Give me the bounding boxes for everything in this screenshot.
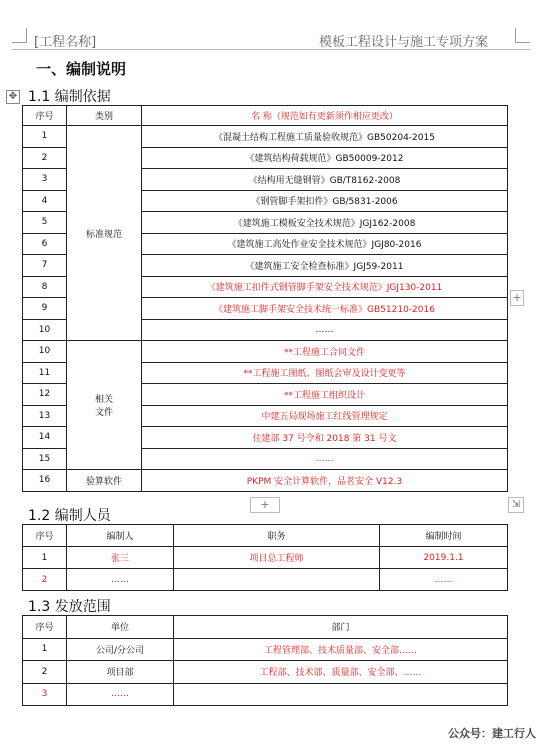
department-list bbox=[174, 683, 508, 706]
basis-table bbox=[22, 105, 508, 492]
row-number: 10 bbox=[23, 319, 67, 341]
document-name: 住建部 37 号令和 2018 第 31 号文 bbox=[142, 427, 508, 449]
table-move-handle-icon[interactable]: ✥ bbox=[6, 90, 20, 104]
document-name: 《建筑施工扣件式钢管脚手架安全技术规范》JGJ130-2011 bbox=[142, 276, 508, 298]
row-number: 1 bbox=[23, 638, 67, 661]
department-list: 工程管理部、技术质量部、安全部…… bbox=[174, 638, 508, 661]
staff-date: 2019.1.1 bbox=[380, 547, 508, 569]
staff-table bbox=[22, 524, 508, 591]
document-name: **工程施工组织设计 bbox=[142, 384, 508, 406]
document-name: 《钢管脚手架扣件》GB/5831-2006 bbox=[142, 190, 508, 212]
column-header: 职务 bbox=[174, 525, 380, 547]
add-column-plus-icon[interactable]: + bbox=[510, 290, 524, 306]
distribution-table bbox=[22, 615, 508, 706]
column-header: 序号 bbox=[23, 106, 67, 126]
row-number: 2 bbox=[23, 147, 67, 169]
staff-name: …… bbox=[67, 569, 174, 591]
row-number: 5 bbox=[23, 212, 67, 234]
row-number: 3 bbox=[23, 683, 67, 706]
header-divider bbox=[12, 49, 530, 50]
row-number: 1 bbox=[23, 547, 67, 569]
page-corner-mark bbox=[515, 28, 530, 43]
section-heading: 一、编制说明 bbox=[36, 60, 127, 78]
staff-heading: 1.2 编制人员 bbox=[28, 508, 111, 524]
header-document-title: 模板工程设计与施工专项方案 bbox=[318, 35, 488, 50]
document-name: 中建五局现场施工红线管理规定 bbox=[142, 405, 508, 427]
column-header: 名 称（规范如有更新须作相应更改） bbox=[142, 106, 508, 126]
row-number: 11 bbox=[23, 362, 67, 384]
column-header: 编制时间 bbox=[380, 525, 508, 547]
staff-name: 张三 bbox=[67, 547, 174, 569]
staff-date: …… bbox=[380, 569, 508, 591]
header-project-name: [工程名称] bbox=[34, 35, 97, 50]
row-number: 14 bbox=[23, 427, 67, 449]
row-number: 1 bbox=[23, 126, 67, 148]
unit-name: 项目部 bbox=[67, 661, 174, 684]
column-header: 部门 bbox=[174, 616, 508, 639]
unit-name: 公司/分公司 bbox=[67, 638, 174, 661]
staff-role: 项目总工程师 bbox=[174, 547, 380, 569]
document-name: 《混凝土结构工程施工质量验收规范》GB50204-2015 bbox=[142, 126, 508, 148]
document-name: …… bbox=[142, 319, 508, 341]
row-number: 9 bbox=[23, 298, 67, 320]
row-number: 4 bbox=[23, 190, 67, 212]
document-name: **工程施工图纸、图纸会审及设计变更等 bbox=[142, 362, 508, 384]
row-number: 6 bbox=[23, 233, 67, 255]
add-row-plus-icon[interactable]: + bbox=[250, 497, 280, 513]
department-list: 工程部、技术部、质量部、安全部、…… bbox=[174, 661, 508, 684]
staff-role bbox=[174, 569, 380, 591]
category-label: 相关 bbox=[94, 395, 113, 405]
row-number: 8 bbox=[23, 276, 67, 298]
footer-watermark: 公众号：建工行人 bbox=[448, 727, 536, 740]
category-standards: 标准规范 bbox=[67, 126, 142, 341]
column-header: 单位 bbox=[67, 616, 174, 639]
unit-name: …… bbox=[67, 683, 174, 706]
row-number: 15 bbox=[23, 448, 67, 470]
document-name: PKPM 安全计算软件，品茗安全 V12.3 bbox=[142, 470, 508, 492]
row-number: 13 bbox=[23, 405, 67, 427]
document-name: 《建筑施工脚手架安全技术统一标准》GB51210-2016 bbox=[142, 298, 508, 320]
column-header: 编制人 bbox=[67, 525, 174, 547]
row-number: 7 bbox=[23, 255, 67, 277]
page-corner-mark bbox=[12, 28, 27, 43]
row-number: 10 bbox=[23, 341, 67, 363]
document-name: 《建筑结构荷载规范》GB50009-2012 bbox=[142, 147, 508, 169]
basis-heading: 1.1 编制依据 bbox=[28, 89, 111, 105]
category-related-files bbox=[67, 341, 142, 470]
document-name: 《结构用无缝钢管》GB/T8162-2008 bbox=[142, 169, 508, 191]
column-header: 序号 bbox=[23, 616, 67, 639]
column-header: 类别 bbox=[67, 106, 142, 126]
document-name: 《建筑施工高处作业安全技术规范》JGJ80-2016 bbox=[142, 233, 508, 255]
document-name: …… bbox=[142, 448, 508, 470]
document-name: **工程施工合同文件 bbox=[142, 341, 508, 363]
table-resize-handle-icon[interactable]: ⇲ bbox=[508, 497, 524, 513]
row-number: 2 bbox=[23, 569, 67, 591]
category-label: 文件 bbox=[94, 408, 113, 418]
row-number: 2 bbox=[23, 661, 67, 684]
row-number: 16 bbox=[23, 470, 67, 492]
row-number: 12 bbox=[23, 384, 67, 406]
distribution-heading: 1.3 发放范围 bbox=[28, 599, 111, 615]
document-name: 《建筑施工安全检查标准》JGJ59-2011 bbox=[142, 255, 508, 277]
row-number: 3 bbox=[23, 169, 67, 191]
column-header: 序号 bbox=[23, 525, 67, 547]
document-name: 《建筑施工模板安全技术规范》JGJ162-2008 bbox=[142, 212, 508, 234]
category-software: 验算软件 bbox=[67, 470, 142, 492]
